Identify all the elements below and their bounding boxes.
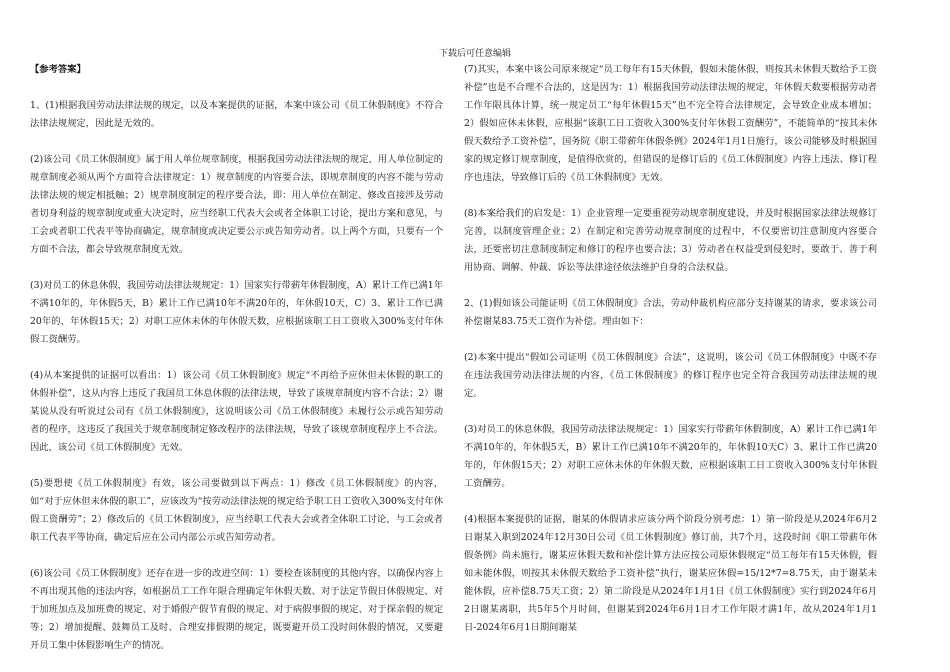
paragraph-1-7: (7)其实，本案中该公司原来规定“员工每年有15天休假，假如未能休假，则按其未休假天数给予工资补偿”也是不合理不合法的，这是因为：1）根据我国劳动法律法规的规定，年休假天数要根据劳动者工作年限具体计算，统一规定员工“每年休假15天”也不完全符合法律规定，会导致企业成本增加；2）假如应休未休假，应根据“该职工日工资收入300%支付年休假工资酬劳”，不能简单的“按其未休假天数给予工资补偿”，国务院《职工带薪年休假条例》2024年1月1日施行，该公司能够及时根据国家的规定修订规章制度，是值得欣赏的，但错误的是修订后的《员工休假制度》内容上违法、修订程序也违法，导致修订后的《员工休假制度》无效。	[464, 64, 877, 183]
paragraph-2-2: (2)本案中提出“假如公司证明《员工休假制度》合法”，这说明，该公司《员工休假制度》中既不存在违法我国劳动法律法规的内容，《员工休假制度》的修订程序也完全符合我国劳动法律法规的规定。	[464, 352, 877, 399]
paragraph-2-3: (3)对员工的休息休假，我国劳动法律法规规定：1）国家实行带薪年休假制度，A）累计工作已满1年不满10年的，年休假5天，B）累计工作已满10年不满20年的，年休假10天C）3、累计工作已满20年的，年休假15天；2）对职工应休未休的年休假天数，应根据该职工日工资收入300%支付年休假工资酬劳。	[464, 424, 877, 489]
paragraph-1-3: (3)对员工的休息休假，我国劳动法律法规规定：1）国家实行带薪年休假制度，A）累计工作已满1年不满10年的，年休假5天，B）累计工作已满10年不满20年的，年休假10天，C）3、累计工作已满20年的，年休假15天；2）对职工应休未休的年休假天数，应根据该职工日工资收入300%支付年休假工资酬劳。	[30, 280, 443, 345]
right-column	[464, 61, 877, 637]
left-column	[30, 61, 443, 655]
paragraph-2-1: 2、(1)假如该公司能证明《员工休假制度》合法，劳动仲裁机构应部分支持谢某的请求，要求该公司补偿谢某83.75天工资作为补偿。理由如下：	[464, 298, 877, 327]
answer-title: 【参考答案】	[30, 64, 86, 75]
paragraph-1-1: 1、(1)根据我国劳动法律法规的规定，以及本案提供的证据，本案中该公司《员工休假制度》不符合法律法规规定，因此是无效的。	[30, 100, 443, 129]
paragraph-1-2: (2)该公司《员工休假制度》属于用人单位规章制度，根据我国劳动法律法规的规定，用人单位制定的规章制度必须从两个方面符合法律规定：1）规章制度的内容要合法，即规章制度的内容不能与劳动法律法规的规定相抵触；2）规章制度制定的程序要合法，即：用人单位在制定、修改直接涉及劳动者切身利益的规章制度或重大决定时，应当经职工代表大会或者全体职工讨论，提出方案和意见，与工会或者职工代表平等协商确定，规章制度或决定要公示或告知劳动者。以上两个方面，只要有一个方面不合法，都会导致规章制度无效。	[30, 154, 443, 255]
paragraph-1-8: (8)本案给我们的启发是：1）企业管理一定要重视劳动规章制度建设，并及时根据国家法律法规修订完善，以制度管理企业；2）在制定和完善劳动规章制度的过程中，不仅要密切注意制度内容要合法，还要密切注意制度制定和修订的程序也要合法；3）劳动者在权益受到侵犯时，要敢于、善于利用协商、调解、仲裁、诉讼等法律途径依法维护自身的合法权益。	[464, 208, 877, 273]
paragraph-1-4: (4)从本案提供的证据可以看出：1）该公司《员工休假制度》规定“不再给予应休但未休假的职工的休假补偿”，这从内容上违反了我国员工休息休假的法律法规，导致了该规章制度内容不合法；2）谢某说从没有听说过公司有《员工休假制度》，这说明该公司《员工休假制度》未履行公示或告知劳动者的程序，这违反了我国关于规章制度制定修改程序的法律法规，导致了该规章制度程序上不合法。因此，该公司《员工休假制度》无效。	[30, 370, 443, 453]
paragraph-1-5: (5)要想使《员工休假制度》有效，该公司要做到以下两点：1）修改《员工休假制度》的内容，如“对于应休但未休假的职工”，应该改为“按劳动法律法规的规定给予职工日工资收入300%支付年休假工资酬劳”；2）修改后的《员工休假制度》，应当经职工代表大会或者全体职工讨论，与工会或者职工代表平等协商，确定后应在公司内部公示或告知劳动者。	[30, 478, 443, 543]
paragraph-1-6: (6)该公司《员工休假制度》还存在进一步的改进空间：1）要检查该制度的其他内容，以确保内容上不再出现其他的违法内容，如根据员工工作年限合理确定年休假天数、对于法定节假日休假规定、对于加班加点及加班费的规定、对于婚假产假节育假的规定、对于病假事假的规定、对于探亲假的规定等；2）增加提醒、鼓舞员工及时、合理安排假期的规定，既要避开员工没时间休假的情况，又要避开员工集中休假影响生产的情况。	[30, 568, 443, 651]
header-note: 下载后可任意编辑	[438, 49, 511, 59]
paragraph-2-4: (4)根据本案提供的证据，谢某的休假请求应该分两个阶段分别考虑：1）第一阶段是从2024年6月2日谢某入职到2024年12月30日公司《员工休假制度》修订前，共7个月，这段时间《职工带薪年休假条例》尚未施行，谢某应休假天数和补偿计算方法应按公司原休假规定“员工每年有15天休假，假如未能休假，则按其未休假天数给予工资补偿”执行，谢某应休假=15/12*7=8.75天，由于谢某未能休假，应补偿8.75天工资；2）第二阶段是从2024年1月1日《员工休假制度》实行到2024年6月2日谢某离职，共5年5个月时间，但谢某到2024年6月1日才工作年限才满1年，故从2024年1月1日-2024年6月1日期间谢某	[464, 514, 877, 633]
